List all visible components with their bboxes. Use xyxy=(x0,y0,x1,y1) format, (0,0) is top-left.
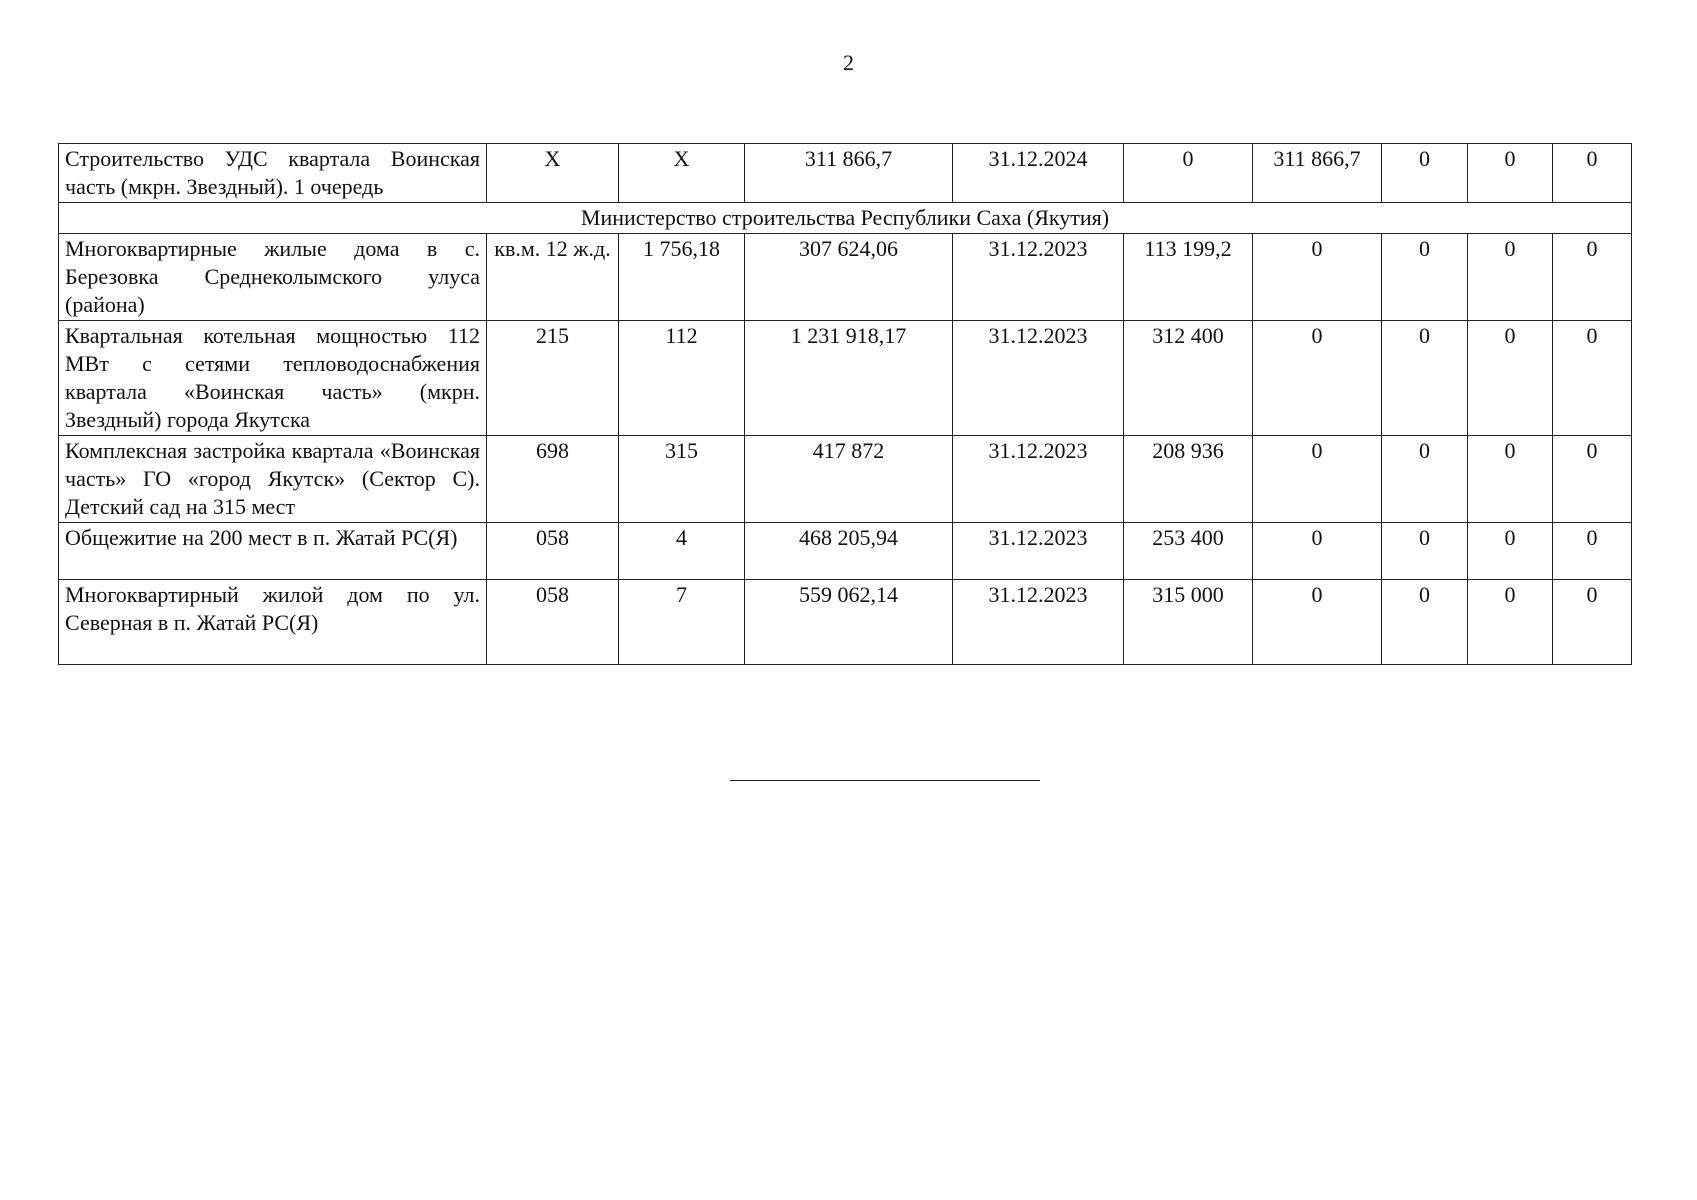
end-of-document-rule xyxy=(730,780,1040,781)
table-cell: 0 xyxy=(1553,144,1632,203)
table-row xyxy=(59,436,1632,523)
object-name-cell: Строительство УДС квартала Воинская часть (мкрн. Звездный). 1 очередь xyxy=(59,144,487,203)
table-cell: 7 xyxy=(619,580,745,665)
table-cell: 0 xyxy=(1553,234,1632,321)
section-title: Министерство строительства Республики Саха (Якутия) xyxy=(59,203,1632,234)
table-cell: 0 xyxy=(1382,523,1468,580)
section-header-row xyxy=(59,203,1632,234)
table-cell: 559 062,14 xyxy=(745,580,953,665)
table-cell: 31.12.2024 xyxy=(953,144,1124,203)
page-number: 2 xyxy=(843,50,854,75)
table-cell: 1 231 918,17 xyxy=(745,321,953,436)
table-cell: 312 400 xyxy=(1124,321,1253,436)
table-cell: 0 xyxy=(1253,321,1382,436)
object-name-cell: Общежитие на 200 мест в п. Жатай РС(Я) xyxy=(59,523,487,580)
table-cell: 307 624,06 xyxy=(745,234,953,321)
table-cell: 31.12.2023 xyxy=(953,523,1124,580)
table-cell: 1 756,18 xyxy=(619,234,745,321)
object-name-cell: Многоквартирный жилой дом по ул. Северная в п. Жатай РС(Я) xyxy=(59,580,487,665)
table-cell: 0 xyxy=(1253,580,1382,665)
table-cell: 31.12.2023 xyxy=(953,580,1124,665)
table-cell: 215 xyxy=(487,321,619,436)
table-cell: 31.12.2023 xyxy=(953,321,1124,436)
table-cell: 0 xyxy=(1253,436,1382,523)
table-cell: 0 xyxy=(1382,580,1468,665)
table-cell: 0 xyxy=(1553,321,1632,436)
table-cell: 0 xyxy=(1382,234,1468,321)
table-cell: 112 xyxy=(619,321,745,436)
objects-table xyxy=(58,143,1632,665)
table-cell: 113 199,2 xyxy=(1124,234,1253,321)
table-cell: 0 xyxy=(1124,144,1253,203)
object-name-cell: Многоквартирные жилые дома в с. Березовка Среднеколымского улуса (района) xyxy=(59,234,487,321)
table-cell: 698 xyxy=(487,436,619,523)
table-cell: 0 xyxy=(1553,523,1632,580)
table-cell: 0 xyxy=(1468,580,1553,665)
table-cell: 315 000 xyxy=(1124,580,1253,665)
table-cell: кв.м. 12 ж.д. xyxy=(487,234,619,321)
table-cell: 0 xyxy=(1382,144,1468,203)
table-cell: 31.12.2023 xyxy=(953,436,1124,523)
table-cell: Х xyxy=(487,144,619,203)
table-row xyxy=(59,234,1632,321)
table-cell: 0 xyxy=(1468,321,1553,436)
table-cell: 058 xyxy=(487,580,619,665)
table-cell: 4 xyxy=(619,523,745,580)
table-cell: 0 xyxy=(1382,321,1468,436)
table-cell: 253 400 xyxy=(1124,523,1253,580)
table-cell: 311 866,7 xyxy=(1253,144,1382,203)
table-cell: 208 936 xyxy=(1124,436,1253,523)
table-cell: 058 xyxy=(487,523,619,580)
object-name-cell: Квартальная котельная мощностью 112 МВт с сетями тепловодоснабжения квартала «Воинская часть» (мкрн. Звездный) города Якутска xyxy=(59,321,487,436)
table-cell: 315 xyxy=(619,436,745,523)
table-cell: 0 xyxy=(1553,580,1632,665)
table-cell: 31.12.2023 xyxy=(953,234,1124,321)
table-cell: 0 xyxy=(1382,436,1468,523)
table-cell: 0 xyxy=(1253,234,1382,321)
table-row xyxy=(59,523,1632,580)
table-cell: 0 xyxy=(1468,234,1553,321)
table-row xyxy=(59,580,1632,665)
table-cell: 0 xyxy=(1468,436,1553,523)
table-cell: Х xyxy=(619,144,745,203)
object-name-cell: Комплексная застройка квартала «Воинская часть» ГО «город Якутск» (Сектор С). Детский сад на 315 мест xyxy=(59,436,487,523)
table-cell: 0 xyxy=(1468,523,1553,580)
table-cell: 0 xyxy=(1468,144,1553,203)
table-cell: 311 866,7 xyxy=(745,144,953,203)
table-cell: 417 872 xyxy=(745,436,953,523)
table-row xyxy=(59,144,1632,203)
table-cell: 0 xyxy=(1253,523,1382,580)
table-row xyxy=(59,321,1632,436)
table-cell: 468 205,94 xyxy=(745,523,953,580)
table-cell: 0 xyxy=(1553,436,1632,523)
